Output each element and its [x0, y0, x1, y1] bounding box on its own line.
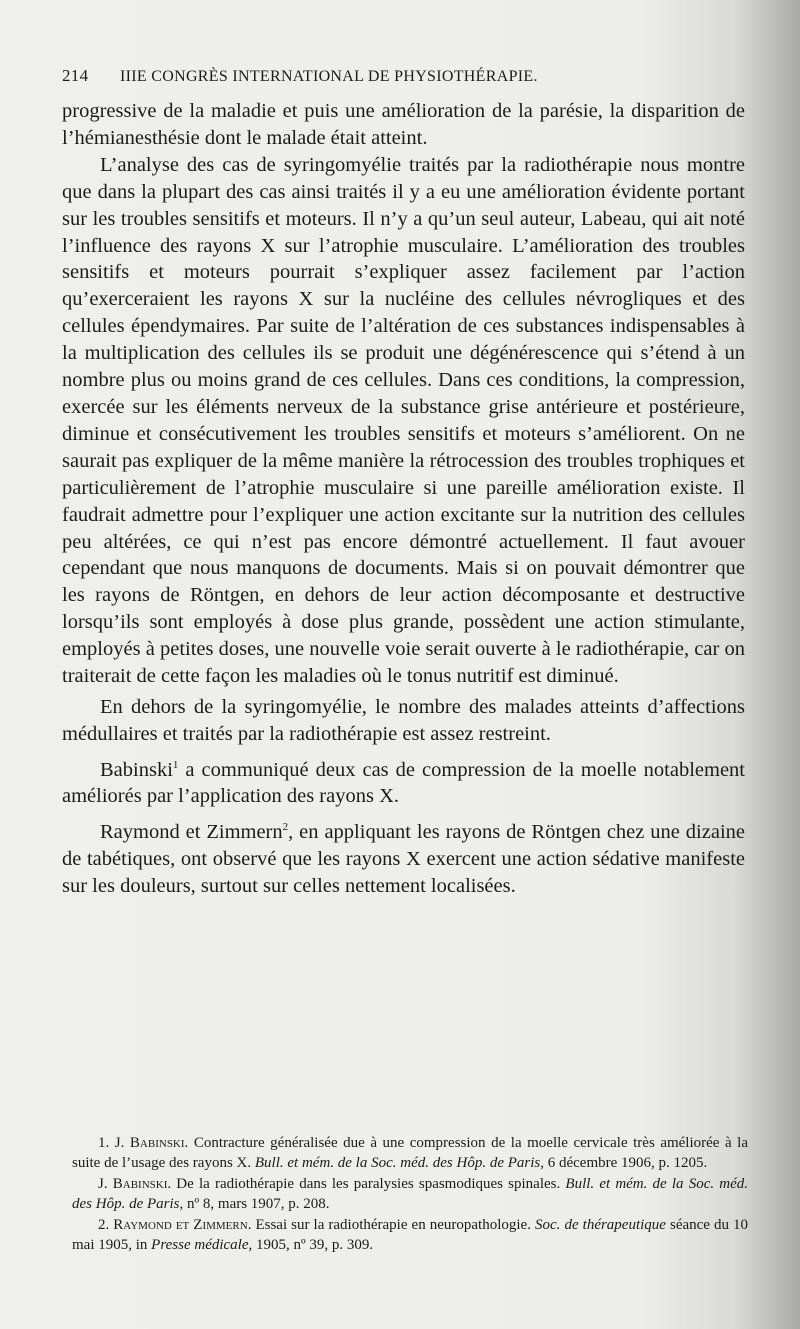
- page-number: 214: [62, 66, 89, 85]
- footnotes: [72, 1134, 748, 1255]
- paragraph-raymond-zimmern: [62, 814, 745, 900]
- footnote-tail: , 6 décembre 1906, p. 1205.: [540, 1154, 708, 1171]
- paragraph-continued: progressive de la maladie et puis une amélioration de la parésie, la disparition de l’hémianesthésie dont le malade était atteint.: [62, 100, 745, 149]
- paragraph-other-affections: En dehors de la syringomyélie, le nombre des malades atteints d’affections médullaires et traités par la radiothérapie est assez restreint.: [62, 695, 745, 745]
- footnote-1: [72, 1134, 748, 1173]
- running-title: IIIE CONGRÈS INTERNATIONAL DE PHYSIOTHÉRAPIE.: [120, 68, 538, 85]
- footnote-text: séance du 10 mai 1905, in: [72, 1217, 749, 1253]
- footnote-text: . De la radiothérapie dans les paralysies spasmodiques spinales.: [167, 1176, 561, 1192]
- footnote-2: [72, 1216, 748, 1255]
- footnote-journal: Bull. et mém. de la Soc. méd. des Hôp. de Paris: [72, 1176, 749, 1212]
- footnote-tail: , 1905, nº 39, p. 309.: [248, 1236, 374, 1253]
- footnote-author: Raymond et Zimmern: [113, 1217, 248, 1233]
- footnote-tail: , nº 8, mars 1907, p. 208.: [179, 1195, 330, 1212]
- footnote-number: 2.: [98, 1217, 110, 1233]
- author-babinski: Babinski: [100, 758, 173, 781]
- footnote-ref-2: 2: [282, 821, 289, 834]
- footnote-text: . Essai sur la radiothérapie en neuropathologie.: [247, 1217, 531, 1233]
- footnote-journal: Presse médicale: [151, 1236, 249, 1253]
- footnote-journal: Soc. de thérapeutique: [535, 1217, 666, 1233]
- footnote-number: 1. J.: [98, 1135, 125, 1151]
- footnote-1b: [72, 1175, 748, 1214]
- paragraph-babinski-text: a communiqué deux cas de compression de la moelle notablement améliorés par l’application des rayons X.: [62, 758, 745, 808]
- paragraph-babinski: [62, 752, 745, 811]
- footnote-author: Babinski: [112, 1176, 168, 1192]
- main-text: [62, 98, 745, 900]
- paragraph-syringomyelia: L’analyse des cas de syringomyélie traités par la radiothérapie nous montre que dans la plupart des cas ainsi traités il y a eu une amélioration évidente portant sur les troubles sensitifs et moteurs. Il n’y a qu’un seul auteur, Labeau, qui ait noté l’influence des rayons X sur l’atrophie musculaire. L’amélioration des troubles sensitifs et moteurs pourrait s’expliquer assez facilement par l’action qu’exerceraient les rayons X sur la nucléine des cellules névrogliques et des cellules épendymaires. Par suite de l’altération de ces substances indispensables à la multiplication des cellules ils se produit une dégénérescence qui s’étend à un nombre plus ou moins grand de ces cellules. Dans ces conditions, la compression, exercée sur les éléments nerveux de la substance grise antérieure et postérieure, diminue et consécutivement les troubles sensitifs et moteurs s’améliorent. On ne saurait pas expliquer de la même manière la rétrocession des troubles trophiques et particulièrement de l’atrophie musculaire si une pareille amélioration existe. Il faudrait admettre pour l’expliquer une action excitante sur la nutrition des cellules peu altérées, ce qui n’est pas encore démontré actuellement. Il faut avouer cependant que nous manquons de documents. Mais si on pouvait démontrer que les rayons de Röntgen, en dehors de leur action décomposante et destructive lorsqu’ils sont employés à dose plus grande, possèdent une action stimulante, employés à petites doses, une nouvelle voie serait ouverte à le radiothérapie, car on traiterait de cette façon les maladies où le tonus nutritif est diminué.: [62, 153, 745, 688]
- running-header: [62, 66, 752, 86]
- footnote-text: . Contracture généralisée due à une compression de la moelle cervicale très améliorée à la suite de l’usage des rayons X.: [72, 1135, 749, 1171]
- footnote-number: J.: [98, 1176, 108, 1192]
- footnote-ref-1: 1: [172, 758, 179, 771]
- footnote-journal: Bull. et mém. de la Soc. méd. des Hôp. de Paris: [254, 1154, 541, 1171]
- footnote-author: Babinski: [129, 1135, 185, 1151]
- author-raymond-zimmern: Raymond et Zimmern: [100, 821, 283, 844]
- paragraph-raymond-zimmern-text: , en appliquant les rayons de Röntgen chez une dizaine de tabétiques, ont observé que les rayons X exercent une action sédative manifeste sur les douleurs, surtout sur celles nettement localisées.: [62, 821, 745, 898]
